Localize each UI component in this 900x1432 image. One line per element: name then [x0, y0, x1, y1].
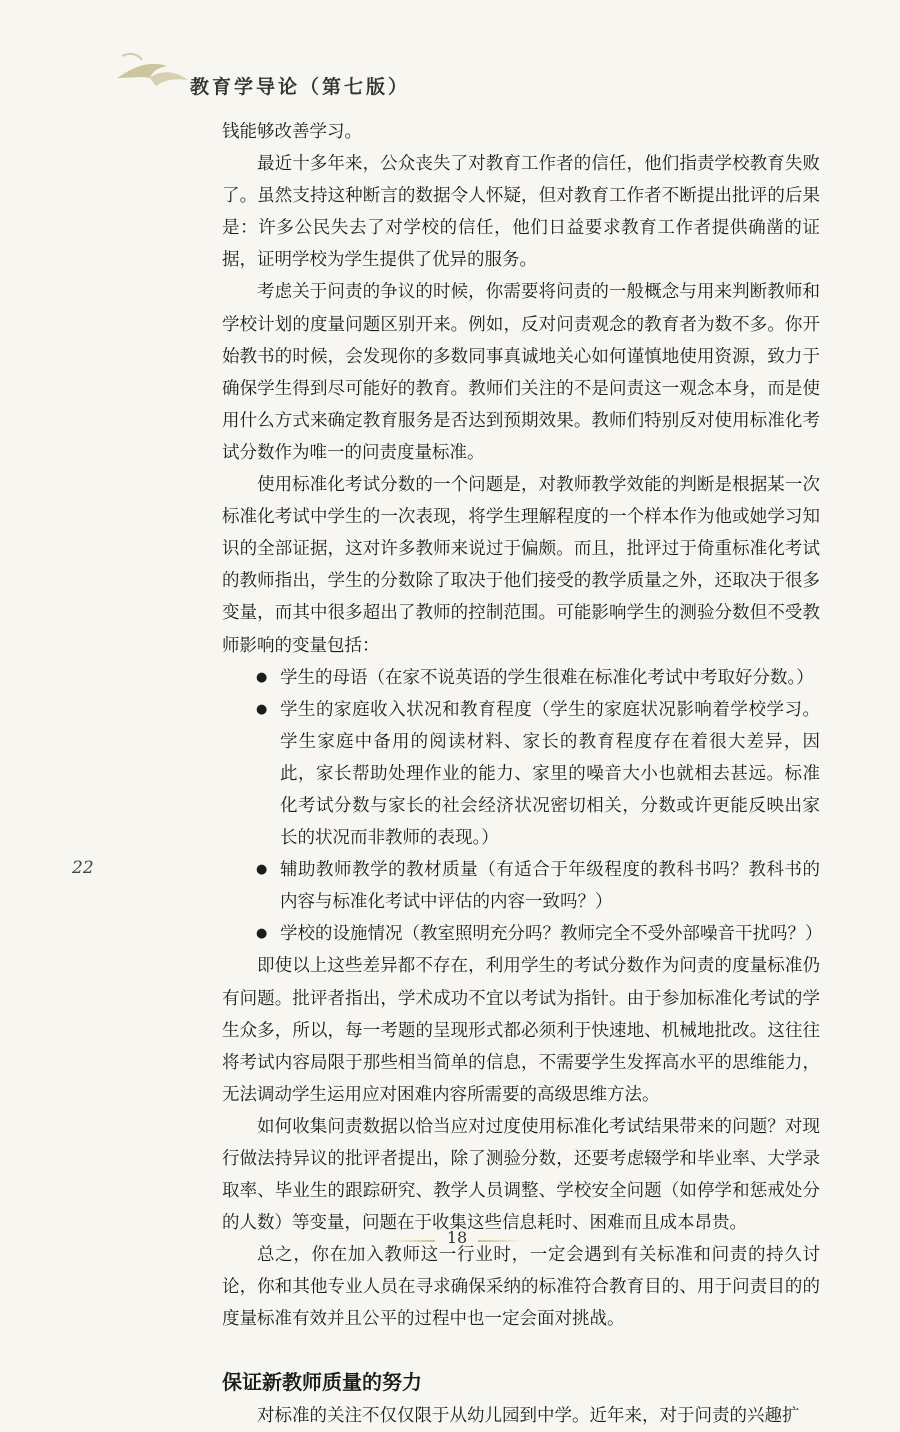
paragraph: 总之，你在加入教师这一行业时，一定会遇到有关标准和问责的持久讨论，你和其他专业人员在寻求确保采纳的标准符合教育目的、用于问责目的的度量标准有效并且公平的过程中也一定会面对挑战。	[222, 1245, 820, 1330]
margin-number: 22	[72, 858, 94, 878]
swallow-ornament-icon	[112, 38, 192, 98]
page-footer	[0, 1228, 900, 1258]
list-item: ● 学生的家庭收入状况和教育程度（学生的家庭状况影响着学校学习。学生家庭中备用的阅读材料、家长的教育程度存在着很大差异，因此，家长帮助处理作业的能力、家里的噪音大小也就相去甚远。标准化考试分数与家长的社会经济状况密切相关，分数或许更能反映出家长的状况而非教师的表现。）	[280, 694, 820, 854]
page-number: 18	[446, 1228, 468, 1247]
running-header-title: 教育学导论（第七版）	[190, 76, 411, 98]
paragraph: 最近十多年来，公众丧失了对教育工作者的信任，他们指责学校教育失败了。虽然支持这种断言的数据令人怀疑，但对教育工作者不断提出批评的后果是：许多公民失去了对学校的信任，他们日益要求教育工作者提供确凿的证据，证明学校为学生提供了优异的服务。	[222, 154, 820, 271]
paragraph: 使用标准化考试分数的一个问题是，对教师教学效能的判断是根据某一次标准化考试中学生的一次表现，将学生理解程度的一个样本作为他或她学习知识的全部证据，这对许多教师来说过于偏颇。而且，批评过于倚重标准化考试的教师指出，学生的分数除了取决于他们接受的教学质量之外，还取决于很多变量，而其中很多超出了教师的控制范围。可能影响学生的测验分数但不受教师影响的变量包括：	[222, 475, 820, 656]
footer-rule-right	[478, 1240, 523, 1242]
paragraph: 对标准的关注不仅仅限于从幼儿园到中学。近年来，对于问责的兴趣扩	[257, 1405, 800, 1426]
paragraph: 钱能够改善学习。	[222, 122, 362, 142]
paragraph: 即使以上这些差异都不存在，利用学生的考试分数作为问责的度量标准仍有问题。批评者指出，学术成功不宜以考试为指针。由于参加标准化考试的学生众多，所以，每一考题的呈现形式都必须利于快速地、机械地批改。这往往将考试内容局限于那些相当简单的信息，不需要学生发挥高水平的思维能力，无法调动学生运用应对困难内容所需要的高级思维方法。	[222, 956, 820, 1105]
list-item: ● 辅助教师教学的教材质量（有适合于年级程度的教科书吗？教科书的内容与标准化考试中评估的内容一致吗？）	[280, 854, 820, 918]
list-item: ● 学生的母语（在家不说英语的学生很难在标准化考试中考取好分数。）	[280, 662, 820, 694]
footer-rule-left	[390, 1240, 435, 1242]
section-heading: 保证新教师质量的努力	[222, 1369, 422, 1394]
list-item: ● 学校的设施情况（教室照明充分吗？教师完全不受外部噪音干扰吗？）	[280, 918, 820, 950]
paragraph: 考虑关于问责的争议的时候，你需要将问责的一般概念与用来判断教师和学校计划的度量问题区别开来。例如，反对问责观念的教育者为数不多。你开始教书的时候，会发现你的多数同事真诚地关心如何谨慎地使用资源，致力于确保学生得到尽可能好的教育。教师们关注的不是问责这一观念本身，而是使用什么方式来确定教育服务是否达到预期效果。教师们特别反对使用标准化考试分数作为唯一的问责度量标准。	[222, 282, 820, 463]
variables-list	[222, 662, 823, 951]
paragraph: 如何收集问责数据以恰当应对过度使用标准化考试结果带来的问题？对现行做法持异议的批评者提出，除了测验分数，还要考虑辍学和毕业率、大学录取率、毕业生的跟踪研究、教学人员调整、学校安全问题（如停学和惩戒处分的人数）等变量，问题在于收集这些信息耗时、困难而且成本昂贵。	[222, 1116, 820, 1234]
